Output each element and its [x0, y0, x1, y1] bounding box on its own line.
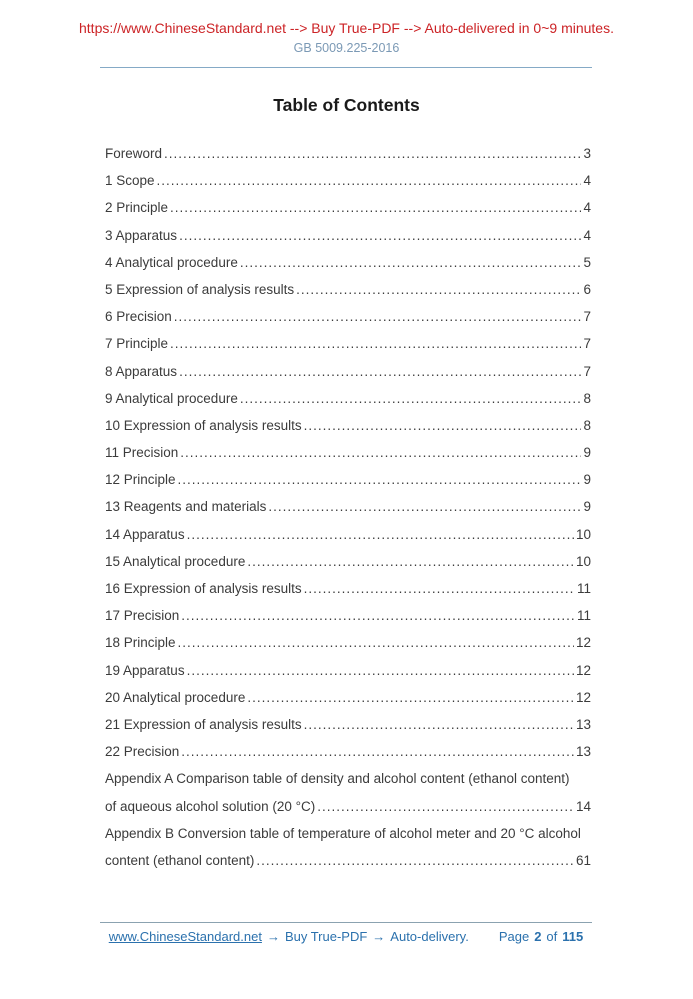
toc-dot-leader [304, 412, 582, 439]
toc-entry-page: 12 [575, 635, 591, 651]
toc-entry-page: 7 [583, 309, 591, 325]
toc-dot-leader [170, 194, 581, 221]
toc-entry [105, 249, 591, 276]
toc-entry-page: 4 [583, 227, 591, 243]
toc-entry-page: 4 [583, 200, 591, 216]
toc-dot-leader [247, 548, 574, 575]
toc-entry-label: 22 Precision [105, 744, 180, 760]
footer-website-link[interactable]: www.ChineseStandard.net [108, 929, 262, 944]
footer-delivery-text: Auto-delivery. [390, 929, 469, 944]
toc-entry-label: 11 Precision [105, 445, 179, 461]
toc-entry-label: Appendix A Comparison table of density and alcohol content (ethanol content) [105, 771, 570, 787]
toc-entry [105, 575, 591, 602]
toc-dot-leader [179, 222, 581, 249]
footer-of-label: of [546, 929, 558, 944]
toc-entry [105, 466, 591, 493]
toc-dot-leader [256, 847, 574, 874]
toc-entry-page: 7 [583, 363, 591, 379]
toc-entry-page: 4 [583, 173, 591, 189]
toc-entry [105, 276, 591, 303]
toc-entry [105, 738, 591, 765]
toc-entry-page: 13 [575, 744, 591, 760]
toc-dot-leader [181, 738, 574, 765]
toc-entry [105, 493, 591, 520]
toc-entry-page: 11 [576, 608, 591, 624]
toc-entry-label: of aqueous alcohol solution (20 °C) [105, 798, 316, 814]
toc-entry-label: 2 Principle [105, 200, 169, 216]
toc-dot-leader [317, 793, 574, 820]
toc-entry-label: 17 Precision [105, 608, 180, 624]
toc-entry [105, 358, 591, 385]
toc-entry-label: 6 Precision [105, 309, 172, 325]
toc-entry-label: 4 Analytical procedure [105, 254, 238, 270]
toc-entry [105, 657, 591, 684]
toc-dot-leader [187, 521, 574, 548]
toc-entry-label: Appendix B Conversion table of temperature of alcohol meter and 20 °C alcohol [105, 825, 581, 841]
toc-entry [105, 684, 591, 711]
toc-entry [105, 439, 591, 466]
toc-entry-page: 6 [583, 281, 591, 297]
footer-text [100, 929, 592, 945]
toc-entry-page: 11 [576, 581, 591, 596]
toc-dot-leader [180, 439, 581, 466]
toc-list [105, 140, 591, 874]
toc-entry-label: 10 Expression of analysis results [105, 417, 302, 433]
toc-dot-leader [174, 303, 582, 330]
toc-entry-page: 5 [583, 254, 591, 270]
toc-entry-label: 13 Reagents and materials [105, 499, 267, 515]
toc-entry [105, 412, 591, 439]
toc-dot-leader [157, 167, 582, 194]
footer-page-label: Page [498, 929, 530, 944]
toc-entry [105, 629, 591, 656]
page-title: Table of Contents [273, 95, 420, 115]
toc-entry-page: 8 [583, 390, 591, 406]
toc-entry-page: 9 [583, 472, 591, 488]
toc-entry-label: content (ethanol content) [105, 852, 255, 868]
page-footer [100, 922, 592, 945]
toc-entry-page: 13 [575, 716, 591, 732]
toc-entry [105, 548, 591, 575]
toc-entry-label: 21 Expression of analysis results [105, 716, 302, 732]
toc-entry-label: 9 Analytical procedure [105, 390, 238, 406]
toc-entry [105, 194, 591, 221]
toc-entry [105, 330, 591, 357]
toc-entry [105, 521, 591, 548]
toc-entry-label: 16 Expression of analysis results [105, 581, 302, 596]
toc-entry-continuation [105, 793, 591, 820]
toc-entry [105, 820, 591, 847]
footer-page-current: 2 [534, 929, 542, 944]
toc-entry-page: 10 [575, 553, 591, 569]
header-divider [100, 67, 592, 68]
footer-arrow-icon: → [266, 929, 280, 944]
standard-code: GB 5009.225-2016 [293, 41, 400, 55]
promo-banner-link[interactable]: https://www.ChineseStandard.net --> Buy True-PDF --> Auto-delivered in 0~9 minutes. [79, 20, 614, 36]
toc-entry-label: 14 Apparatus [105, 526, 185, 542]
toc-entry [105, 303, 591, 330]
toc-entry [105, 385, 591, 412]
toc-entry-page: 12 [575, 689, 591, 705]
toc-dot-leader [170, 330, 581, 357]
toc-entry [105, 140, 591, 167]
toc-entry-label: 3 Apparatus [105, 227, 178, 243]
toc-entry-page: 12 [575, 662, 591, 678]
toc-dot-leader [181, 602, 575, 629]
toc-dot-leader [164, 140, 581, 167]
toc-dot-leader [178, 629, 574, 656]
toc-dot-leader [304, 711, 574, 738]
toc-entry-page: 7 [583, 336, 591, 352]
footer-arrow-icon: → [372, 929, 386, 944]
footer-promo-segment [109, 929, 469, 945]
footer-buy-text: Buy True-PDF [284, 929, 368, 944]
toc-dot-leader [268, 493, 581, 520]
footer-page-total: 115 [562, 929, 584, 944]
toc-dot-leader [179, 358, 581, 385]
toc-dot-leader [240, 385, 582, 412]
toc-entry [105, 765, 591, 792]
toc-entry-label: 12 Principle [105, 472, 176, 488]
toc-entry [105, 222, 591, 249]
toc-entry-continuation [105, 847, 591, 874]
toc-entry-page: 9 [583, 445, 591, 461]
toc-entry-page: 14 [575, 798, 591, 814]
toc-entry-page: 9 [583, 499, 591, 515]
toc-entry [105, 711, 591, 738]
toc-entry-label: 8 Apparatus [105, 363, 178, 379]
toc-entry-label: 5 Expression of analysis results [105, 281, 295, 297]
toc-dot-leader [304, 575, 575, 602]
toc-entry-label: 18 Principle [105, 635, 176, 651]
toc-dot-leader [296, 276, 581, 303]
toc-entry-page: 8 [583, 417, 591, 433]
toc-entry-label: Foreword [105, 146, 163, 161]
footer-page-indicator [499, 929, 583, 945]
toc-entry-label: 7 Principle [105, 336, 169, 352]
toc-entry-page: 3 [583, 146, 591, 161]
toc-entry-label: 15 Analytical procedure [105, 553, 246, 569]
toc-entry-label: 20 Analytical procedure [105, 689, 246, 705]
toc-dot-leader [247, 684, 574, 711]
toc-entry-page: 61 [575, 852, 591, 868]
toc-entry [105, 167, 591, 194]
toc-entry-label: 19 Apparatus [105, 662, 185, 678]
toc-entry-page: 10 [575, 526, 591, 542]
document-page [0, 19, 693, 999]
toc-entry-label: 1 Scope [105, 173, 155, 189]
toc-entry [105, 602, 591, 629]
toc-dot-leader [187, 657, 574, 684]
toc-dot-leader [178, 466, 582, 493]
toc-dot-leader [240, 249, 582, 276]
